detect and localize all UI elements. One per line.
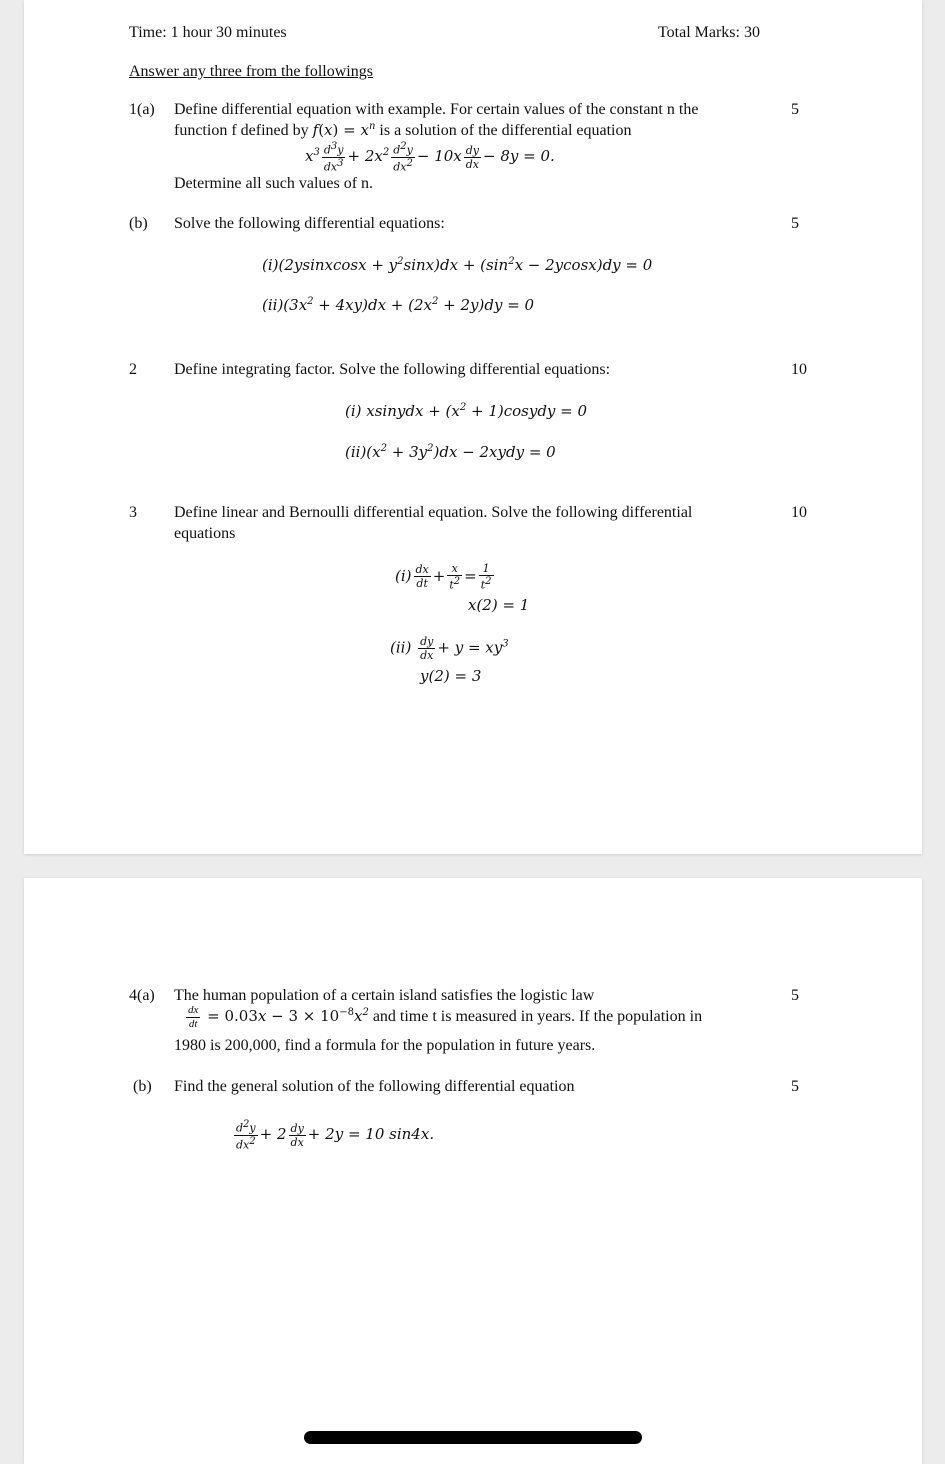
q2-equation-i: (i) xsinydx + ($x^2$ + 1)cosydy = 0 xyxy=(345,402,588,420)
q2-text: Define integrating factor. Solve the following differential equations: xyxy=(174,361,611,378)
q1b-text: Solve the following differential equations: xyxy=(174,215,445,232)
q2-equation-ii: $(ii)(x^2 + 3y^2)dx$ − 2xydy = 0 xyxy=(345,443,556,461)
q1a-line1: Define differential equation with example. For certain values of the constant n the xyxy=(174,101,699,118)
q4a-logistic-equation: = 0.03 xyxy=(202,1007,258,1026)
exam-time: Time: 1 hour 30 minutes xyxy=(129,24,287,41)
q4a-line3: 1980 is 200,000, find a formula for the population in future years. xyxy=(174,1037,596,1054)
q3-line2: equations xyxy=(174,525,236,542)
q1a-line2: function f defined by $f(x) = x^n$ is a solution of the differential equation xyxy=(174,121,632,139)
total-marks: Total Marks: 30 xyxy=(658,24,760,41)
q3-equation-i: (i) $\frac{dx}{dt}$ + $\frac{x}{t^2}$ = $\frac{1}{t^2}$ xyxy=(395,562,492,592)
q1a-line2-pre: function f defined by xyxy=(174,122,313,139)
q4a-line2-post: and time t is measured in years. If the population in xyxy=(368,1008,703,1026)
q4a-dxdt: $\frac{dx}{dt}$ xyxy=(188,1004,199,1030)
q1b-number: (b) xyxy=(129,215,148,232)
instruction: Answer any three from the followings xyxy=(129,63,373,80)
home-indicator[interactable] xyxy=(304,1431,642,1444)
exam-page-2 xyxy=(24,878,922,1464)
q3-marks: 10 xyxy=(791,504,807,521)
q4b-marks: 5 xyxy=(791,1078,799,1095)
q3-number: 3 xyxy=(129,504,137,521)
q4b-equation: $\frac{d^2y}{dx^2}$ + 2 $\frac{dy}{dx}$ + 2y = 10 sin4x. xyxy=(236,1119,435,1152)
q4a-line1: The human population of a certain island satisfies the logistic law xyxy=(174,987,595,1004)
q3-condition-i: x(2) = 1 xyxy=(468,596,530,614)
q1b-marks: 5 xyxy=(791,215,799,232)
q1a-function-def: f xyxy=(312,121,319,139)
q1b-equation-ii: $(ii)(3x^2 + 4xy)dx + (2x^2 + 2y)dy = 0$ xyxy=(262,296,535,314)
q4a-marks: 5 xyxy=(791,987,799,1004)
q3-equation-ii: (ii) $\frac{dy}{dx}$ + $y = xy^3$ xyxy=(390,635,509,662)
q2-number: 2 xyxy=(129,361,137,378)
q1a-line2-post: is a solution of the differential equation xyxy=(375,122,632,139)
q3-condition-ii: y(2) = 3 xyxy=(420,667,482,685)
q1a-equation: $x^3$ $\frac{d^3y}{dx^3}$ + $2x^2$ $\frac{d^2y}{dx^2}$ − 10x $\frac{dy}{dx}$ − 8y = 0. xyxy=(305,141,555,174)
q4b-number: (b) xyxy=(133,1078,152,1095)
q1a-number: 1(a) xyxy=(129,101,155,118)
q4a-line2: $\frac{dx}{dt}$ = $0.03x - 3 \times 10^{-8}x^2$ and time t is measured in years. If the population in xyxy=(188,1004,703,1030)
q1a-line3: Determine all such values of n. xyxy=(174,175,374,192)
q3-line1: Define linear and Bernoulli differential equation. Solve the following differential xyxy=(174,504,693,521)
q2-marks: 10 xyxy=(791,361,807,378)
q1b-equation-i: (i)(2ysinxcosx + $y^2\sin x)dx + (\sin^2x - 2ycosx)dy = 0$ xyxy=(262,256,653,274)
q4a-number: 4(a) xyxy=(129,987,155,1004)
q1a-marks: 5 xyxy=(791,101,799,118)
q4b-text: Find the general solution of the following differential equation xyxy=(174,1078,575,1095)
